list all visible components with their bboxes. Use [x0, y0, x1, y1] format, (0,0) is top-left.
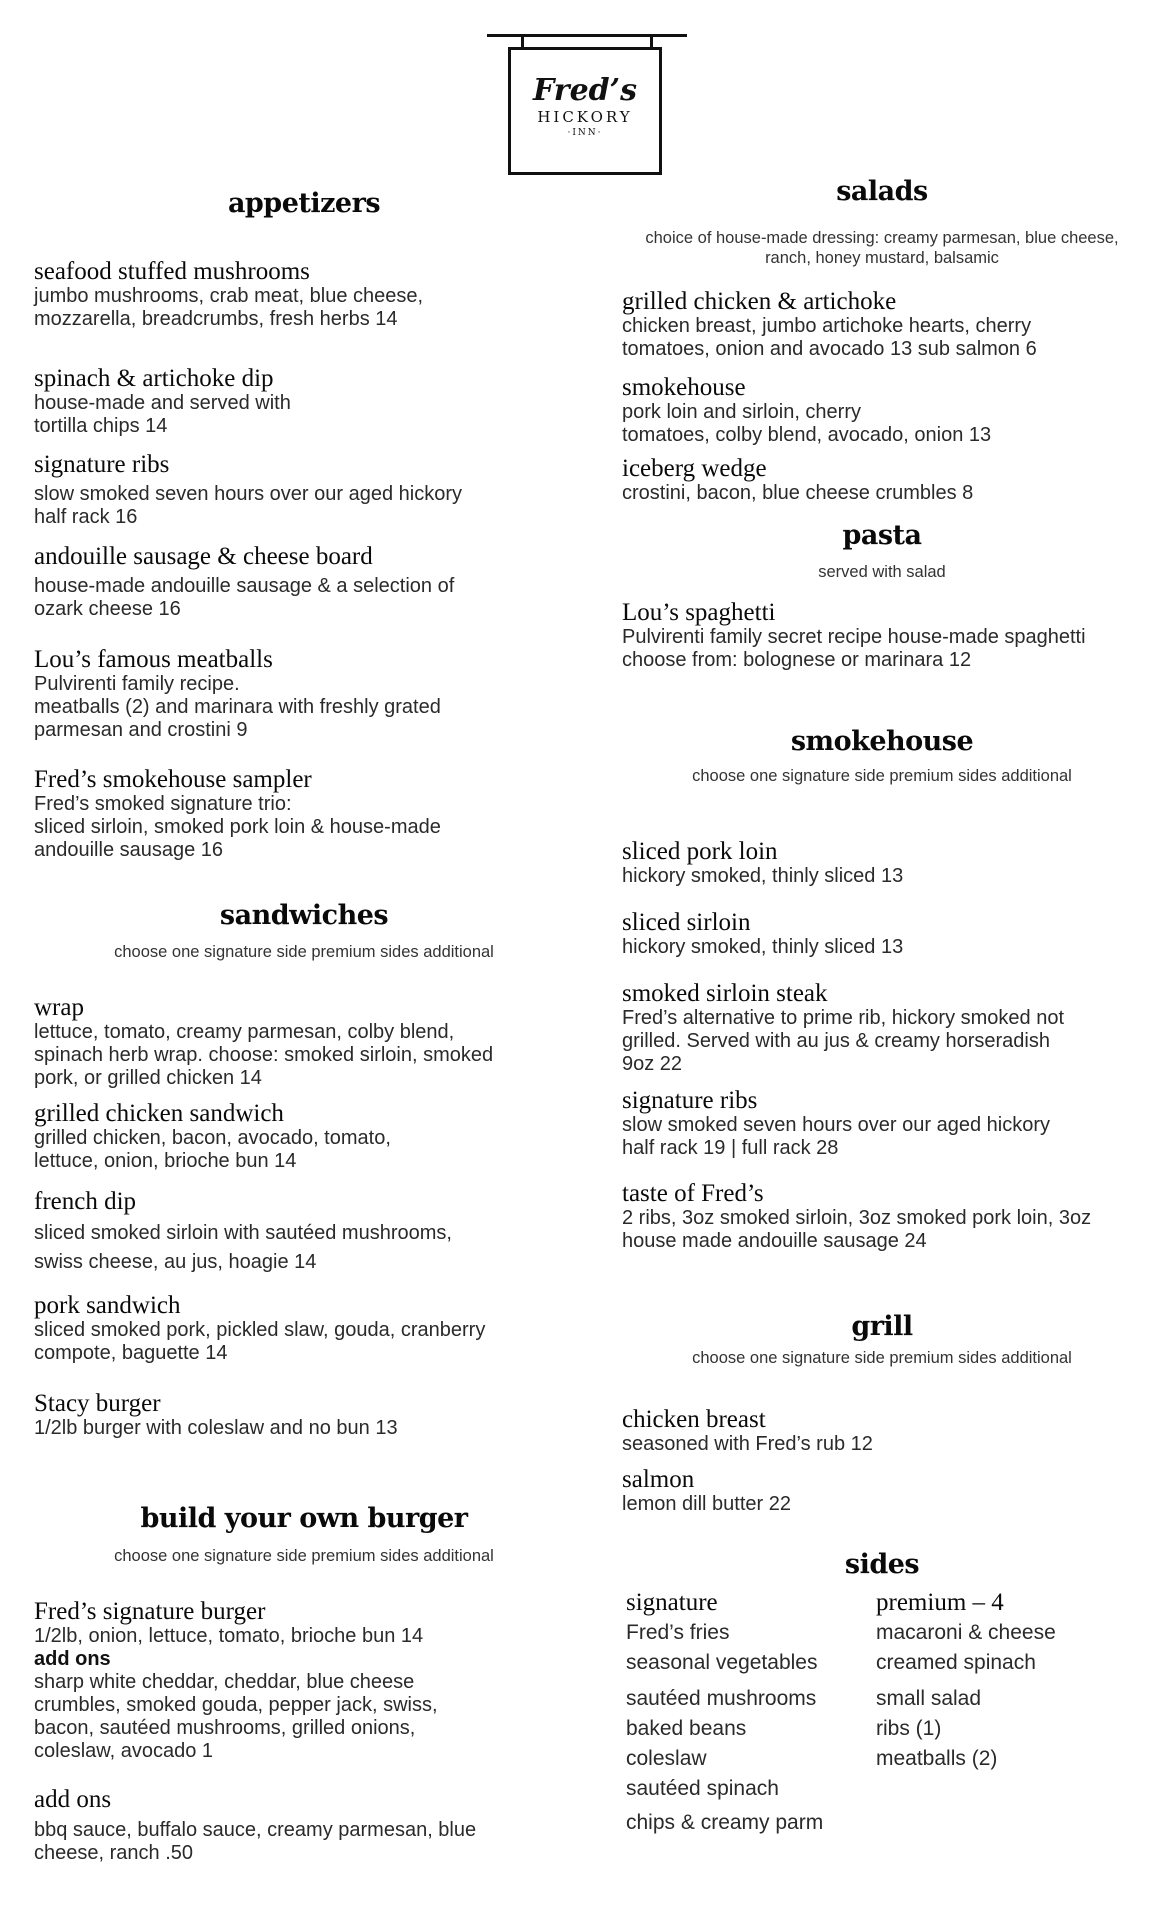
item-desc: grilled chicken, bacon, avocado, tomato, lettuce, onion, brioche bun 14	[34, 1127, 391, 1172]
sides-section	[626, 1588, 1146, 1888]
menu-item	[622, 288, 1142, 361]
menu-item	[34, 1188, 574, 1277]
smokehouse-title: smokehouse	[790, 726, 974, 757]
item-desc: house-made andouille sausage & a selection of ozark cheese 16	[34, 575, 455, 620]
item-name: Fred’s smokehouse sampler	[34, 766, 312, 793]
pasta-note: served with salad	[818, 563, 946, 581]
menu-item	[622, 599, 1142, 672]
burger-note: choose one signature side premium sides additional	[114, 1547, 494, 1565]
item-name: Fred’s signature burger	[34, 1598, 266, 1625]
item-name: salmon	[622, 1466, 695, 1493]
item-desc: house-made and served with tortilla chips 14	[34, 392, 291, 437]
item-name: wrap	[34, 994, 84, 1021]
menu-item	[622, 909, 1142, 959]
item-desc: 1/2lb, onion, lettuce, tomato, brioche bun 14	[34, 1625, 424, 1647]
side-item: meatballs (2)	[876, 1747, 998, 1770]
menu-item	[622, 1466, 1142, 1516]
item-desc: slow smoked seven hours over our aged hickory half rack 16	[34, 483, 462, 528]
salads-title: salads	[836, 176, 928, 207]
menu-item	[622, 980, 1142, 1076]
sides-signature-heading: signature	[626, 1589, 718, 1616]
sign-board	[508, 47, 662, 175]
item-desc: chicken breast, jumbo artichoke hearts, cherry tomatoes, onion and avocado 13 sub salmon 6	[622, 315, 1037, 360]
item-name: signature ribs	[34, 451, 170, 478]
item-name: signature ribs	[622, 1087, 758, 1114]
menu-item	[622, 1180, 1142, 1253]
side-item: ribs (1)	[876, 1717, 942, 1740]
salads-note: choice of house-made dressing: creamy parmesan, blue cheese, ranch, honey mustard, balsamic	[645, 229, 1119, 267]
item-desc: bbq sauce, buffalo sauce, creamy parmesan, blue cheese, ranch .50	[34, 1819, 477, 1864]
menu-item	[34, 766, 574, 862]
item-desc: Pulvirenti family secret recipe house-made spaghetti choose from: bolognese or marinara 12	[622, 626, 1086, 671]
addons-heading: add ons	[34, 1648, 111, 1670]
side-item: sautéed mushrooms	[626, 1687, 817, 1710]
item-name: Stacy burger	[34, 1390, 161, 1417]
item-desc: Pulvirenti family recipe. meatballs (2) and marinara with freshly grated parmesan and crostini 9	[34, 673, 441, 741]
item-name: spinach & artichoke dip	[34, 365, 274, 392]
menu-item	[622, 374, 1142, 447]
item-desc: sliced smoked pork, pickled slaw, gouda, cranberry compote, baguette 14	[34, 1319, 486, 1364]
menu-item	[34, 543, 574, 621]
side-item: chips & creamy parm	[626, 1811, 824, 1834]
menu-item	[34, 1100, 574, 1173]
item-name: andouille sausage & cheese board	[34, 543, 373, 570]
item-name: Lou’s famous meatballs	[34, 646, 273, 673]
menu-item	[34, 1598, 574, 1763]
item-name: grilled chicken & artichoke	[622, 288, 897, 315]
item-desc: 2 ribs, 3oz smoked sirloin, 3oz smoked pork loin, 3oz house made andouille sausage 24	[622, 1207, 1092, 1252]
sandwiches-title: sandwiches	[219, 900, 389, 931]
pasta-title: pasta	[842, 520, 922, 551]
item-name: Lou’s spaghetti	[622, 599, 776, 626]
item-desc: Fred’s smoked signature trio: sliced sirloin, smoked pork loin & house-made andouille sausage 16	[34, 793, 441, 861]
item-desc: seasoned with Fred’s rub 12	[622, 1433, 873, 1455]
menu-item	[34, 646, 574, 742]
side-item: sautéed spinach	[626, 1777, 779, 1800]
menu-item	[34, 994, 574, 1090]
menu-item	[34, 365, 574, 438]
menu-item	[34, 258, 574, 331]
sandwiches-note: choose one signature side premium sides additional	[114, 943, 494, 961]
restaurant-logo	[487, 34, 687, 179]
menu-item	[622, 1087, 1142, 1160]
grill-note: choose one signature side premium sides additional	[692, 1349, 1072, 1367]
menu-item	[622, 1406, 1142, 1456]
menu-item	[34, 1390, 574, 1440]
grill-title: grill	[851, 1311, 913, 1342]
item-name: sliced sirloin	[622, 909, 751, 936]
sides-premium-heading: premium – 4	[876, 1589, 1004, 1616]
sides-title: sides	[844, 1549, 920, 1580]
item-desc: hickory smoked, thinly sliced 13	[622, 865, 904, 887]
item-desc: jumbo mushrooms, crab meat, blue cheese, mozzarella, breadcrumbs, fresh herbs 14	[34, 285, 424, 330]
side-item: coleslaw	[626, 1747, 707, 1770]
side-item: macaroni & cheese	[876, 1621, 1056, 1644]
item-name: french dip	[34, 1188, 137, 1215]
sides-signature-column	[626, 1588, 823, 1838]
sign-post-right	[650, 34, 653, 48]
side-item: seasonal vegetables	[626, 1651, 818, 1674]
addons-desc: sharp white cheddar, cheddar, blue cheese crumbles, smoked gouda, pepper jack, swiss, bacon, sautéed mushrooms, grilled onions, coleslaw, avocado 1	[34, 1671, 438, 1762]
item-name: pork sandwich	[34, 1292, 181, 1319]
sign-post-left	[521, 34, 524, 48]
menu-item	[622, 455, 1142, 505]
logo-subtitle: HICKORY	[537, 108, 633, 126]
item-name: iceberg wedge	[622, 455, 767, 482]
item-desc: slow smoked seven hours over our aged hickory half rack 19 | full rack 28	[622, 1114, 1050, 1159]
item-name: grilled chicken sandwich	[34, 1100, 284, 1127]
smokehouse-note: choose one signature side premium sides additional	[692, 767, 1072, 785]
item-desc: crostini, bacon, blue cheese crumbles 8	[622, 482, 974, 504]
menu-item	[622, 838, 1142, 888]
side-item: baked beans	[626, 1717, 747, 1740]
item-desc: lemon dill butter 22	[622, 1493, 791, 1515]
menu-item	[34, 451, 574, 529]
item-desc: lettuce, tomato, creamy parmesan, colby blend, spinach herb wrap. choose: smoked sirloin, smoked pork, or grilled chicken 14	[34, 1021, 494, 1089]
item-name: chicken breast	[622, 1406, 766, 1433]
item-name: smoked sirloin steak	[622, 980, 828, 1007]
item-name: smokehouse	[622, 374, 746, 401]
item-desc: hickory smoked, thinly sliced 13	[622, 936, 904, 958]
item-name: sliced pork loin	[622, 838, 778, 865]
side-item: small salad	[876, 1687, 982, 1710]
item-name: seafood stuffed mushrooms	[34, 258, 310, 285]
item-desc: sliced smoked sirloin with sautéed mushrooms, swiss cheese, au jus, hoagie 14	[34, 1222, 452, 1273]
menu-item	[34, 1292, 574, 1365]
logo-inn: ·INN·	[567, 128, 603, 138]
side-item: Fred’s fries	[626, 1621, 730, 1644]
item-desc: 1/2lb burger with coleslaw and no bun 13	[34, 1417, 398, 1439]
item-name: taste of Fred’s	[622, 1180, 764, 1207]
sign-bar	[487, 34, 687, 37]
burger-title: build your own burger	[140, 1503, 468, 1534]
item-desc: Fred’s alternative to prime rib, hickory smoked not grilled. Served with au jus & creamy horseradish 9oz 22	[622, 1007, 1065, 1075]
logo-name: Fred’s	[533, 73, 637, 108]
appetizers-title: appetizers	[227, 188, 381, 219]
side-item: creamed spinach	[876, 1651, 1036, 1674]
menu-item	[34, 1786, 574, 1865]
sides-premium-column	[876, 1588, 1056, 1774]
item-name: add ons	[34, 1786, 112, 1813]
item-desc: pork loin and sirloin, cherry tomatoes, colby blend, avocado, onion 13	[622, 401, 992, 446]
